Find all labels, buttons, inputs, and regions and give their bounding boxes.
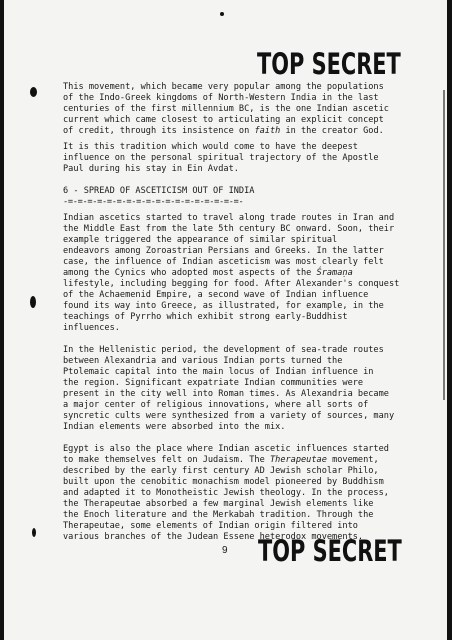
scan-speck [220, 12, 224, 16]
punch-hole-mark-top [30, 87, 37, 97]
paragraph-5-line-2-end: movement, [326, 455, 379, 465]
italic-sramana: Śramaṇa [316, 268, 353, 278]
paragraph-3-line-2: the Middle East from the late 5th century BC onward. Soon, their [63, 224, 395, 234]
paragraph-4-line-4: the region. Significant expatriate Indian communities were [63, 378, 364, 388]
paragraph-3-line-11: influences. [63, 323, 120, 333]
paragraph-2-line-2: influence on the personal spiritual trajectory of the Apostle [63, 153, 379, 163]
paragraph-4-line-2: between Alexandria and various Indian ports turned the [63, 356, 343, 366]
paragraph-3-line-6: among the Cynics who adopted most aspects of the [63, 268, 317, 278]
italic-faith: faith [254, 126, 281, 136]
paragraph-2-line-3: Paul during his stay in Ein Avdat. [63, 164, 239, 174]
paragraph-2-line-1: It is this tradition which would come to have the deepest [63, 142, 358, 152]
paragraph-3-line-8: of the Achaemenid Empire, a second wave of Indian influence [63, 290, 369, 300]
paragraph-5-line-4: built upon the cenobitic monachism model pioneered by Buddhism [63, 477, 384, 487]
paragraph-5-line-3: described by the early first century AD Jewish scholar Philo, [63, 466, 379, 476]
paragraph-5-line-8: Therapeutae, some elements of Indian origin filtered into [63, 521, 358, 531]
paragraph-5 [63, 444, 408, 543]
scan-edge-right [447, 0, 452, 640]
section-heading-rule: -=-=-=-=-=-=-=-=-=-=-=-=-=-=-=-=-=-=- [63, 197, 244, 207]
punch-hole-mark-bottom [32, 528, 36, 537]
paragraph-5-line-1: Egypt is also the place where Indian ascetic influences started [63, 444, 389, 454]
paragraph-1-line-2: of the Indo-Greek kingdoms of North-Western India in the last [63, 93, 379, 103]
paragraph-5-line-9: various branches of the Judean Essene heterodox movements. [63, 532, 364, 542]
paragraph-4-line-3: Ptolemaic capital into the main locus of Indian influence in [63, 367, 374, 377]
top-secret-stamp-top: TOP SECRET [257, 47, 401, 81]
page-number: 9 [222, 545, 228, 556]
paragraph-3-line-4: endeavors among Zoroastrian Persians and Greeks. In the latter [63, 246, 384, 256]
paragraph-4-line-1: In the Hellenistic period, the development of sea-trade routes [63, 345, 384, 355]
paragraph-1-line-3: centuries of the first millennium BC, is the one Indian ascetic [63, 104, 389, 114]
section-heading: 6 - SPREAD OF ASCETICISM OUT OF INDIA [63, 186, 255, 196]
paragraph-1 [63, 82, 408, 137]
paragraph-1-line-1: This movement, which became very popular among the populations [63, 82, 384, 92]
paragraph-3-line-10: teachings of Pyrrho which exhibit strong early-Buddhist [63, 312, 348, 322]
italic-therapeutae: Therapeutae [269, 455, 327, 465]
paragraph-1-line-4: current which came closest to articulating an explicit concept [63, 115, 384, 125]
paragraph-1-line-5: of credit, through its insistence on [63, 126, 255, 136]
paragraph-3-line-7: lifestyle, including begging for food. After Alexander's conquest [63, 279, 400, 289]
paragraph-5-line-7: the Enoch literature and the Merkabah tradition. Through the [63, 510, 374, 520]
paragraph-4-line-7: syncretic cults were synthesized from a variety of sources, many [63, 411, 395, 421]
paragraph-5-line-5: and adapted it to Monotheistic Jewish theology. In the process, [63, 488, 389, 498]
paragraph-5-line-6: the Therapeutae absorbed a few marginal Jewish elements like [63, 499, 374, 509]
paragraph-3-line-3: example triggered the appearance of similar spiritual [63, 235, 338, 245]
paragraph-3-line-1: Indian ascetics started to travel along trade routes in Iran and [63, 213, 395, 223]
paragraph-4-line-5: present in the city well into Roman times. As Alexandria became [63, 389, 389, 399]
paragraph-4 [63, 345, 408, 433]
paragraph-5-line-2: to make themselves felt on Judaism. The [63, 455, 270, 465]
top-secret-stamp-bottom: TOP SECRET [258, 534, 402, 568]
scan-edge-left [0, 0, 4, 640]
paragraph-3 [63, 213, 408, 334]
punch-hole-mark-middle [30, 296, 36, 308]
paragraph-2 [63, 142, 408, 175]
paragraph-4-line-8: Indian elements were absorbed into the mix. [63, 422, 286, 432]
paragraph-3-line-5: case, the influence of Indian asceticism was most clearly felt [63, 257, 384, 267]
paragraph-4-line-6: a major center of religious innovations, where all sorts of [63, 400, 369, 410]
paragraph-3-line-9: found its way into Greece, as illustrated, for example, in the [63, 301, 384, 311]
paragraph-1-line-5-end: in the creator God. [280, 126, 384, 136]
scan-edge-right-inner [443, 90, 445, 400]
